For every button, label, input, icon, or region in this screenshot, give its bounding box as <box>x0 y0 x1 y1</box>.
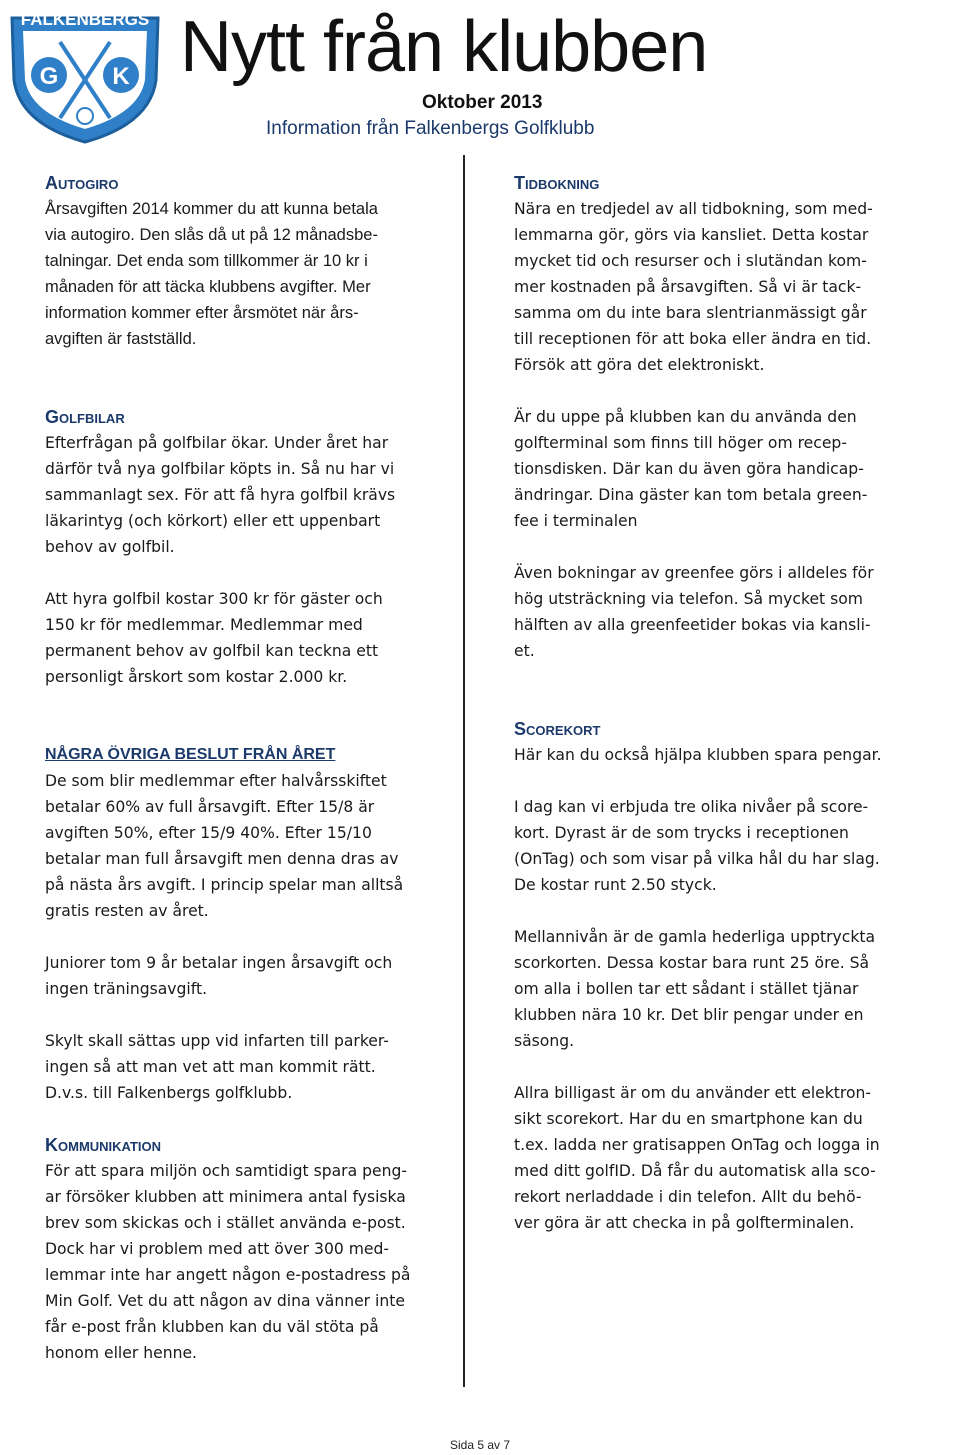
text-line: För att spara miljön och samtidigt spara peng- <box>45 1162 408 1180</box>
text-line: betalar 60% av full årsavgift. Efter 15/8 är <box>45 798 375 816</box>
text-line: månaden för att täcka klubbens avgifter. Mer <box>45 278 371 296</box>
text-line: De som blir medlemmar efter halvårsskiftet <box>45 772 387 790</box>
text-line: läkarintyg (och körkort) eller ett uppenbart <box>45 512 381 530</box>
issue-date: Oktober 2013 <box>422 92 543 113</box>
section-beslut <box>45 742 455 1106</box>
section-heading: Autogiro <box>45 173 119 193</box>
text-line: tionsdisken. Där kan du även göra handicap- <box>514 460 864 478</box>
section-autogiro <box>45 170 455 352</box>
text-line: Allra billigast är om du använder ett elektron- <box>514 1084 872 1102</box>
text-line: därför två nya golfbilar köpts in. Så nu har vi <box>45 460 395 478</box>
text-line: Är du uppe på klubben kan du använda den <box>514 408 857 426</box>
section-heading: Scorekort <box>514 719 601 739</box>
text-line: klubben nära 10 kr. Det blir pengar under en <box>514 1006 864 1024</box>
text-line: mer kostnaden på årsavgiften. Så vi är tack- <box>514 278 862 296</box>
text-line: D.v.s. till Falkenbergs golfklubb. <box>45 1084 293 1102</box>
text-line: till receptionen för att boka eller ändra en tid. <box>514 330 872 348</box>
text-line: golfterminal som finns till höger om recep- <box>514 434 847 452</box>
section-heading: Tidbokning <box>514 173 600 193</box>
text-line: Dock har vi problem med att över 300 med- <box>45 1240 390 1258</box>
text-line: permanent behov av golfbil kan teckna ett <box>45 642 379 660</box>
text-line: (OnTag) och som visar på vilka hål du har slag. <box>514 850 880 868</box>
text-line: Försök att göra det elektroniskt. <box>514 356 765 374</box>
text-line: ingen träningsavgift. <box>45 980 208 998</box>
text-line: lemmarna gör, görs via kansliet. Detta kostar <box>514 226 869 244</box>
text-line: avgiften 50%, efter 15/9 40%. Efter 15/10 <box>45 824 372 842</box>
text-line: ändringar. Dina gäster kan tom betala green- <box>514 486 868 504</box>
text-line: Skylt skall sättas upp vid infarten till parker- <box>45 1032 389 1050</box>
text-line: betalar man full årsavgift men denna dras av <box>45 850 399 868</box>
text-line: kort. Dyrast är de som trycks i receptionen <box>514 824 849 842</box>
logo-letter-g: G <box>39 63 59 90</box>
text-line: et. <box>514 642 535 660</box>
text-line: talningar. Det enda som tillkommer är 10 kr i <box>45 252 368 270</box>
left-column <box>45 170 455 1366</box>
section-tidbokning <box>514 170 929 664</box>
text-line: säsong. <box>514 1032 575 1050</box>
column-divider <box>463 155 465 1387</box>
page-subtitle: Information från Falkenbergs Golfklubb <box>266 118 595 139</box>
text-line: om alla i bollen tar ett sådant i stället tjänar <box>514 980 859 998</box>
text-line: hög utsträckning via telefon. Så mycket som <box>514 590 863 608</box>
text-line: scorkorten. Dessa kostar bara runt 25 öre. Så <box>514 954 870 972</box>
text-line: Här kan du också hjälpa klubben spara pengar. <box>514 746 882 764</box>
right-column <box>514 170 929 1236</box>
text-line: Mellannivån är de gamla hederliga upptryckta <box>514 928 876 946</box>
club-logo <box>4 0 166 145</box>
text-line: sammanlagt sex. För att få hyra golfbil krävs <box>45 486 396 504</box>
section-kommunikation <box>45 1132 455 1366</box>
page-title: Nytt från klubben <box>180 7 708 87</box>
text-line: behov av golfbil. <box>45 538 175 556</box>
text-line: I dag kan vi erbjuda tre olika nivåer på score- <box>514 798 869 816</box>
text-line: 150 kr för medlemmar. Medlemmar med <box>45 616 363 634</box>
text-line: ver göra är att checka in på golfterminalen. <box>514 1214 855 1232</box>
text-line: mycket tid och resurser och i slutändan kom- <box>514 252 867 270</box>
text-line: Att hyra golfbil kostar 300 kr för gäster och <box>45 590 383 608</box>
text-line: Årsavgiften 2014 kommer du att kunna betala <box>45 200 378 218</box>
text-line: gratis resten av året. <box>45 902 209 920</box>
text-line: t.ex. ladda ner gratisappen OnTag och logga in <box>514 1136 880 1154</box>
text-line: hälften av alla greenfeetider bokas via kansli- <box>514 616 871 634</box>
text-line: lemmar inte har angett någon e-postadress på <box>45 1266 411 1284</box>
text-line: ingen så att man vet att man kommit rätt. <box>45 1058 376 1076</box>
logo-top-text: FALKENBERGS <box>20 10 150 29</box>
text-line: De kostar runt 2.50 styck. <box>514 876 717 894</box>
text-line: ar försöker klubben att minimera antal fysiska <box>45 1188 406 1206</box>
text-line: rekort nerladdade i din telefon. Allt du behö- <box>514 1188 862 1206</box>
text-line: Min Golf. Vet du att någon av dina vänner inte <box>45 1292 405 1310</box>
logo-letter-k: K <box>112 63 130 90</box>
text-line: får e-post från klubben kan du väl stöta på <box>45 1318 379 1336</box>
text-line: med ditt golfID. Då får du automatisk alla sco- <box>514 1162 876 1180</box>
text-line: brev som skickas och i stället använda e-post. <box>45 1214 406 1232</box>
section-heading: Golfbilar <box>45 407 125 427</box>
text-line: honom eller henne. <box>45 1344 198 1362</box>
text-line: Efterfrågan på golfbilar ökar. Under året har <box>45 434 389 452</box>
text-line: samma om du inte bara slentrianmässigt går <box>514 304 867 322</box>
text-line: Juniorer tom 9 år betalar ingen årsavgift och <box>45 954 393 972</box>
section-golfbilar <box>45 404 455 690</box>
text-line: på nästa års avgift. I princip spelar man alltså <box>45 876 404 894</box>
section-heading: NÅGRA ÖVRIGA BESLUT FRÅN ÅRET <box>45 746 336 763</box>
section-heading: Kommunikation <box>45 1135 162 1155</box>
text-line: via autogiro. Den slås då ut på 12 månadsbe- <box>45 226 378 244</box>
text-line: information kommer efter årsmötet när års- <box>45 304 359 322</box>
text-line: sikt scorekort. Har du en smartphone kan du <box>514 1110 863 1128</box>
text-line: Nära en tredjedel av all tidbokning, som med- <box>514 200 873 218</box>
text-line: fee i terminalen <box>514 512 638 530</box>
text-line: avgiften är fastställd. <box>45 330 197 348</box>
section-scorekort <box>514 716 929 1236</box>
text-line: personligt årskort som kostar 2.000 kr. <box>45 668 348 686</box>
page-number: Sida 5 av 7 <box>449 1438 511 1452</box>
text-line: Även bokningar av greenfee görs i alldeles för <box>514 564 874 582</box>
